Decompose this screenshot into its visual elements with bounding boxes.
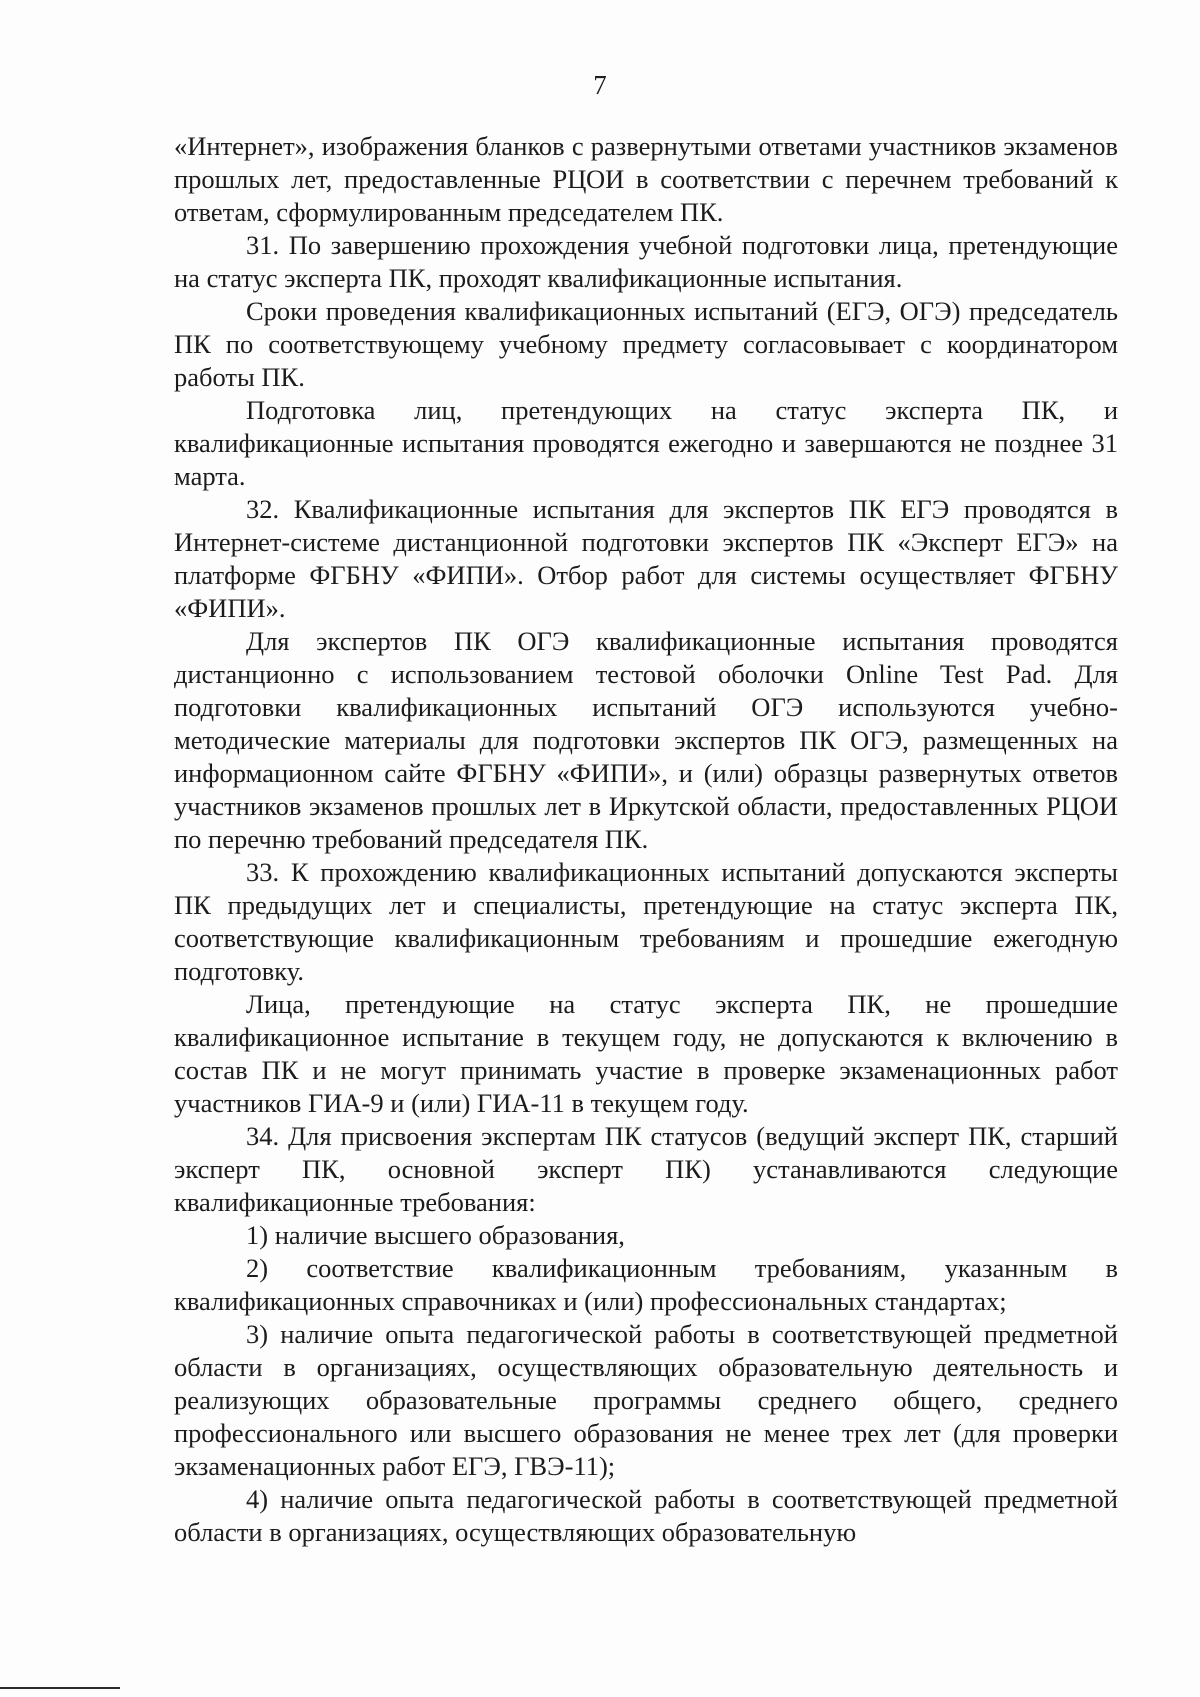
list-item-3: 3) наличие опыта педагогической работы в соответствующей предметной области в организациях, осуществляющих образовательную деятельность и реализующих образовательные программы среднего общего, среднего профессионального или высшего образования не менее трех лет (для проверки экзаменационных работ ЕГЭ, ГВЭ-11);: [174, 1319, 1118, 1481]
document-body: [174, 130, 1118, 1549]
paragraph-32: 32. Квалификационные испытания для экспертов ПК ЕГЭ проводятся в Интернет-системе дистанционной подготовки экспертов ПК «Эксперт ЕГЭ» на платформе ФГБНУ «ФИПИ». Отбор работ для системы осуществляет ФГБНУ «ФИПИ».: [174, 494, 1118, 623]
paragraph-33-not-passed: Лица, претендующие на статус эксперта ПК, не прошедшие квалификационное испытание в текущем году, не допускаются к включению в состав ПК и не могут принимать участие в проверке экзаменационных работ участников ГИА-9 и (или) ГИА-11 в текущем году.: [174, 989, 1118, 1118]
list-item-2: 2) соответствие квалификационным требованиям, указанным в квалификационных справочниках и (или) профессиональных стандартах;: [174, 1253, 1118, 1316]
paragraph-continuation: «Интернет», изображения бланков с развернутыми ответами участников экзаменов прошлых лет, предоставленные РЦОИ в соответствии с перечнем требований к ответам, сформулированным председателем ПК.: [174, 131, 1118, 227]
paragraph-31-annual: Подготовка лиц, претендующих на статус эксперта ПК, и квалификационные испытания проводятся ежегодно и завершаются не позднее 31 марта.: [174, 395, 1118, 491]
paragraph-31-deadlines: Сроки проведения квалификационных испытаний (ЕГЭ, ОГЭ) председатель ПК по соответствующему учебному предмету согласовывает с координатором работы ПК.: [174, 296, 1118, 392]
page-number: 7: [593, 70, 607, 100]
paragraph-34: 34. Для присвоения экспертам ПК статусов (ведущий эксперт ПК, старший эксперт ПК, основной эксперт ПК) устанавливаются следующие квалификационные требования:: [174, 1121, 1118, 1217]
scan-edge-mark: [0, 1687, 120, 1689]
list-item-1: 1) наличие высшего образования,: [246, 1220, 625, 1250]
paragraph-32-oge: Для экспертов ПК ОГЭ квалификационные испытания проводятся дистанционно с использованием тестовой оболочки Online Test Pad. Для подготовки квалификационных испытаний ОГЭ используются учебно-методические материалы для подготовки экспертов ПК ОГЭ, размещенных на информационном сайте ФГБНУ «ФИПИ», и (или) образцы развернутых ответов участников экзаменов прошлых лет в Иркутской области, предоставленных РЦОИ по перечню требований председателя ПК.: [174, 626, 1118, 854]
paragraph-33: 33. К прохождению квалификационных испытаний допускаются эксперты ПК предыдущих лет и специалисты, претендующие на статус эксперта ПК, соответствующие квалификационным требованиям и прошедшие ежегодную подготовку.: [174, 857, 1118, 986]
paragraph-31: 31. По завершению прохождения учебной подготовки лица, претендующие на статус эксперта ПК, проходят квалификационные испытания.: [174, 230, 1118, 293]
list-item-4: 4) наличие опыта педагогической работы в соответствующей предметной области в организациях, осуществляющих образовательную: [174, 1484, 1118, 1547]
